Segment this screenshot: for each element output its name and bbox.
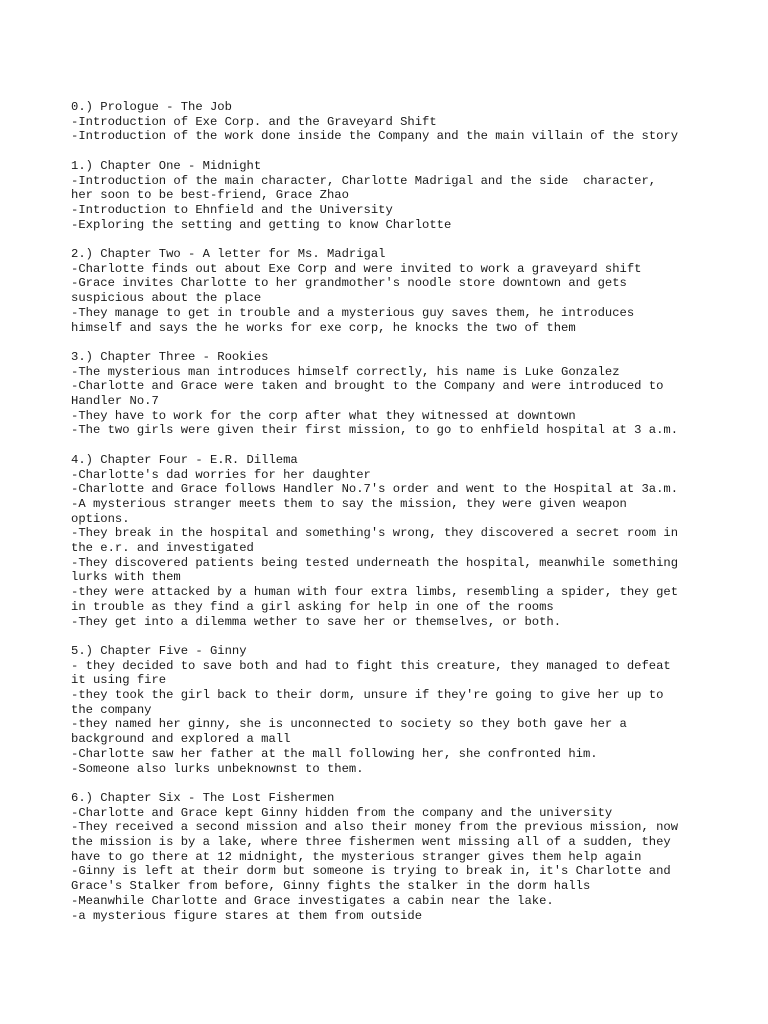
outline-line: -They break in the hospital and something's wrong, they discovered a secret room in xyxy=(71,526,679,541)
outline-line: in trouble as they find a girl asking for help in one of the rooms xyxy=(71,599,554,614)
outline-line: -Grace invites Charlotte to her grandmother's noodle store downtown and gets xyxy=(71,276,627,291)
outline-line: -They have to work for the corp after what they witnessed at downtown xyxy=(71,408,576,423)
chapter-block xyxy=(71,644,761,776)
outline-line: -Charlotte and Grace were taken and brought to the Company and were introduced to xyxy=(71,379,664,394)
outline-line: Grace's Stalker from before, Ginny fights the stalker in the dorm halls xyxy=(71,879,591,894)
outline-line: -Meanwhile Charlotte and Grace investigates a cabin near the lake. xyxy=(71,893,554,908)
outline-line: -The mysterious man introduces himself correctly, his name is Luke Gonzalez xyxy=(71,364,620,379)
chapter-block xyxy=(71,791,761,923)
outline-line: -they named her ginny, she is unconnected to society so they both gave her a xyxy=(71,717,627,732)
chapter-heading: 1.) Chapter One - Midnight xyxy=(71,158,262,173)
outline-line: -they took the girl back to their dorm, unsure if they're going to give her up to xyxy=(71,688,664,703)
chapter-block xyxy=(71,247,761,335)
outline-line: -Charlotte's dad worries for her daughter xyxy=(71,467,371,482)
outline-line: -They discovered patients being tested underneath the hospital, meanwhile something xyxy=(71,555,679,570)
outline-line: -Introduction of Exe Corp. and the Graveyard Shift xyxy=(71,114,437,129)
chapter-heading: 4.) Chapter Four - E.R. Dillema xyxy=(71,452,298,467)
outline-line: -Introduction to Ehnfield and the University xyxy=(71,202,393,217)
outline-line: the company xyxy=(71,702,152,717)
outline-line: -Charlotte saw her father at the mall following her, she confronted him. xyxy=(71,746,598,761)
outline-line: the mission is by a lake, where three fishermen went missing all of a sudden, they xyxy=(71,835,671,850)
outline-line: -a mysterious figure stares at them from outside xyxy=(71,908,423,923)
outline-line: -They received a second mission and also their money from the previous mission, now xyxy=(71,820,679,835)
outline-line: lurks with them xyxy=(71,570,181,585)
outline-line: -Introduction of the work done inside the Company and the main villain of the story xyxy=(71,129,679,144)
outline-line: -They manage to get in trouble and a mysterious guy saves them, he introduces xyxy=(71,305,635,320)
outline-line: -Charlotte and Grace kept Ginny hidden from the company and the university xyxy=(71,805,613,820)
document-page xyxy=(71,100,761,938)
outline-line: -The two girls were given their first mission, to go to enhfield hospital at 3 a.m. xyxy=(71,423,679,438)
outline-line: Handler No.7 xyxy=(71,394,159,409)
outline-line: it using fire xyxy=(71,673,167,688)
outline-line: suspicious about the place xyxy=(71,291,262,306)
chapter-heading: 2.) Chapter Two - A letter for Ms. Madrigal xyxy=(71,247,386,261)
outline-line: -Someone also lurks unbeknownst to them. xyxy=(71,761,364,776)
outline-line: -A mysterious stranger meets them to say the mission, they were given weapon xyxy=(71,496,627,511)
outline-line: options. xyxy=(71,511,130,526)
outline-line: have to go there at 12 midnight, the mysterious stranger gives them help again xyxy=(71,849,642,864)
chapter-block xyxy=(71,350,761,438)
chapter-heading: 3.) Chapter Three - Rookies xyxy=(71,349,269,364)
outline-line: -Exploring the setting and getting to know Charlotte xyxy=(71,217,452,232)
outline-line: -Ginny is left at their dorm but someone is trying to break in, it's Charlotte and xyxy=(71,864,671,879)
outline-line: the e.r. and investigated xyxy=(71,541,254,556)
chapter-block xyxy=(71,100,761,144)
chapter-block xyxy=(71,453,761,629)
chapter-heading: 6.) Chapter Six - The Lost Fishermen xyxy=(71,790,335,805)
outline-line: her soon to be best-friend, Grace Zhao xyxy=(71,188,349,203)
outline-line: -They get into a dilemma wether to save her or themselves, or both. xyxy=(71,614,562,629)
outline-line: background and explored a mall xyxy=(71,732,291,747)
outline-line: - they decided to save both and had to fight this creature, they managed to defeat xyxy=(71,658,671,673)
chapter-heading: 0.) Prologue - The Job xyxy=(71,100,232,114)
outline-line: himself and says the he works for exe corp, he knocks the two of them xyxy=(71,320,576,335)
outline-line: -Charlotte finds out about Exe Corp and were invited to work a graveyard shift xyxy=(71,261,642,276)
chapter-heading: 5.) Chapter Five - Ginny xyxy=(71,643,247,658)
outline-line: -Charlotte and Grace follows Handler No.7's order and went to the Hospital at 3a.m. xyxy=(71,482,679,497)
chapter-block xyxy=(71,159,761,233)
outline-line: -Introduction of the main character, Charlotte Madrigal and the side character, xyxy=(71,173,657,188)
outline-line: -they were attacked by a human with four extra limbs, resembling a spider, they get xyxy=(71,585,679,600)
